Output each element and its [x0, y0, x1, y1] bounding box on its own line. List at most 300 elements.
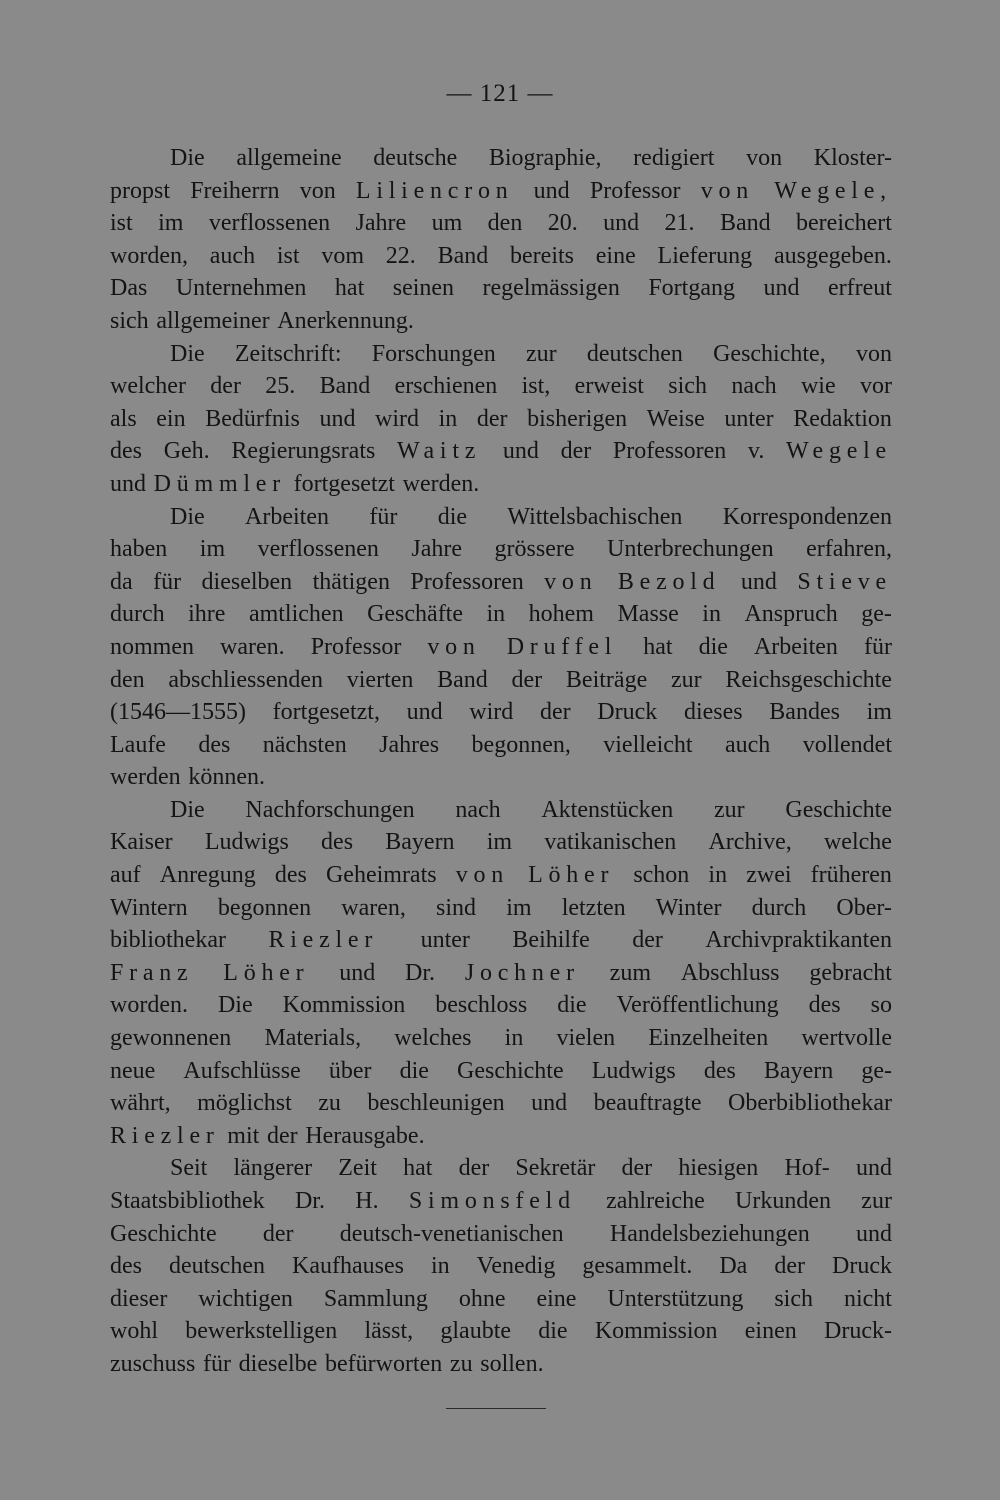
word: allgemeine [236, 145, 342, 171]
word: unter [420, 927, 470, 954]
word: in [504, 1025, 524, 1052]
word: hat [403, 1155, 433, 1182]
spaced-name: Riezler [110, 1122, 220, 1149]
word: Laufe [110, 731, 166, 758]
word: wie [800, 373, 836, 400]
text-line [110, 761, 892, 794]
word: vatikanischen [544, 829, 677, 856]
word: bibliothekar [110, 927, 226, 954]
word: Nachforschungen [245, 796, 415, 823]
word: Die [170, 340, 205, 367]
page-number: — 121 — [446, 80, 554, 107]
word: mit [227, 1122, 260, 1149]
word: und [502, 438, 539, 465]
text-line [110, 1315, 892, 1348]
word: beauftragte [593, 1090, 702, 1117]
spaced-name: Druffel [506, 633, 618, 660]
word: Weise [646, 405, 705, 432]
word: der [266, 1122, 298, 1149]
text-line [110, 1022, 892, 1055]
word: zahlreiche [606, 1188, 705, 1214]
word: Winter [655, 894, 722, 921]
word: ihre [188, 601, 226, 628]
word: der [621, 1155, 653, 1182]
word: auch [209, 242, 256, 269]
word: Professor [589, 177, 681, 204]
word: hat [643, 633, 673, 660]
word: und [740, 568, 777, 595]
text-line [110, 989, 892, 1022]
word: zuschuss [110, 1350, 196, 1377]
word: hohem [528, 601, 594, 628]
word: abschliessenden [168, 666, 324, 693]
word: verflossenen [208, 210, 331, 237]
word: dieselben [201, 568, 293, 595]
word: nach [731, 373, 777, 400]
word: Archive, [708, 829, 792, 856]
text-line [110, 435, 892, 468]
word: Kaufhauses [292, 1253, 404, 1280]
spaced-name: von [700, 177, 755, 204]
word: nächsten [262, 731, 347, 758]
spaced-name: Wegele [786, 438, 892, 465]
word: im [199, 536, 226, 563]
text-line [110, 272, 892, 305]
word: Bedürfnis [205, 405, 300, 432]
word: ausgegeben. [773, 242, 892, 269]
word: Dr. [405, 959, 436, 986]
word: regelmässigen [482, 275, 620, 302]
word: hat [334, 275, 365, 302]
word: des [110, 438, 142, 465]
word: Seit [170, 1155, 208, 1182]
word: thätigen [312, 568, 390, 595]
word: lässt, [364, 1318, 414, 1345]
word: bewerkstelligen [185, 1318, 338, 1345]
text-line [110, 1185, 892, 1218]
word: v. [747, 438, 765, 465]
word: Die [217, 992, 253, 1019]
word: Wittelsbachischen [507, 503, 683, 530]
word: vielen [556, 1025, 616, 1052]
word: 25. [265, 373, 296, 400]
word: beschloss [435, 992, 528, 1019]
word: werden. [402, 470, 480, 497]
text-line [110, 566, 892, 599]
word: auch [724, 731, 771, 758]
word: der [210, 373, 241, 400]
text-line [110, 631, 892, 664]
word: welcher [110, 373, 186, 400]
word: dieselbe [238, 1350, 318, 1377]
text-line [110, 1250, 892, 1283]
word: und [856, 1220, 892, 1247]
word: verflossenen [257, 536, 379, 563]
word: und [855, 1155, 892, 1182]
word: Forschungen [371, 340, 496, 367]
word: Geh. [163, 438, 210, 465]
word: durch [110, 601, 165, 628]
word: Band [719, 210, 771, 237]
word: Wintern [110, 894, 188, 921]
text-line [110, 1152, 892, 1185]
word: der [262, 1220, 294, 1247]
paragraph [110, 338, 892, 501]
text-line [110, 794, 892, 827]
word: Masse [617, 601, 679, 628]
word: grössere [494, 536, 575, 563]
word: Geschichte, [713, 340, 826, 367]
word: glaubte [440, 1318, 512, 1345]
word: propst [110, 177, 170, 204]
word: sich [774, 1285, 813, 1312]
word: Professoren [410, 568, 524, 595]
word: zur [670, 666, 702, 693]
word: ist [110, 210, 133, 237]
word: eine [595, 242, 636, 269]
word: Kommission [594, 1318, 718, 1345]
word: gesammelt. [582, 1253, 693, 1280]
word: Geschichte [457, 1057, 564, 1084]
word: allgemeiner [156, 307, 270, 334]
word: dieser [110, 1285, 168, 1312]
word: Veröffentlichung [616, 992, 779, 1019]
word: Ludwigs [591, 1057, 676, 1084]
word: nach [455, 796, 501, 823]
text-line [110, 305, 892, 338]
word: deutsch-venetianischen [339, 1220, 564, 1247]
word: vielleicht [603, 731, 693, 758]
word: zur [714, 796, 745, 823]
word: des [198, 731, 231, 758]
word: gebracht [809, 959, 892, 986]
word: Bayern [763, 1057, 834, 1084]
word: Jahre [411, 536, 463, 563]
word: in [702, 601, 721, 628]
text-line [110, 924, 892, 957]
word: vollendet [802, 731, 892, 758]
spaced-name: Wegele, [774, 177, 892, 204]
word: waren, [341, 894, 406, 921]
text-line [110, 142, 892, 175]
text-line [110, 207, 892, 240]
word: in [708, 862, 728, 889]
word: begonnen, [471, 731, 571, 758]
word: Reichsgeschichte [725, 666, 892, 693]
word: als [110, 405, 137, 432]
word: Fortgang [648, 275, 735, 302]
word: Urkunden [735, 1188, 831, 1214]
word: Sekretär [515, 1155, 596, 1182]
word: werden [110, 764, 181, 791]
word: den [110, 666, 145, 693]
text-line [110, 826, 892, 859]
word: Kaiser [110, 829, 173, 856]
word: um [431, 210, 463, 237]
word: Aufschlüsse [183, 1057, 301, 1084]
text-line [110, 403, 892, 436]
word: über [328, 1057, 372, 1084]
word: die [538, 1318, 568, 1345]
word: Regierungsrats [231, 438, 376, 465]
word: und [339, 959, 376, 986]
word: die [399, 1057, 429, 1084]
word: im [486, 829, 513, 856]
word: Geschäfte [367, 601, 464, 628]
word: Band [437, 666, 488, 693]
word: unter [724, 405, 774, 432]
word: Beiträge [565, 666, 648, 693]
word: in [486, 601, 506, 628]
spaced-name: Liliencron [355, 177, 514, 204]
word: Materials, [264, 1025, 362, 1052]
word: ist [276, 242, 300, 269]
spaced-name: Simonsfeld [408, 1188, 576, 1214]
word: und [531, 1090, 568, 1117]
word: Lieferung [657, 242, 753, 269]
text-line [110, 729, 892, 762]
word: des [110, 1253, 142, 1280]
word: und [603, 210, 640, 237]
word: und [319, 405, 356, 432]
word: deutschen [586, 340, 683, 367]
word: Aktenstücken [541, 796, 674, 823]
paragraph [110, 142, 892, 338]
word: Arbeiten [753, 633, 838, 660]
text-line [110, 957, 892, 990]
word: zu [318, 1090, 341, 1117]
word: fortgesetzt, [272, 699, 380, 726]
paragraph [110, 794, 892, 1153]
word: Redaktion [793, 405, 892, 432]
word: möglichst [197, 1090, 292, 1117]
word: wird [375, 405, 420, 432]
word: Anspruch [744, 601, 838, 628]
word: Das [110, 275, 148, 302]
word: waren. [220, 633, 285, 660]
word: können. [188, 764, 265, 791]
text-line [110, 1283, 892, 1316]
word: worden. [110, 992, 188, 1019]
spaced-name: Dümmler [153, 470, 286, 497]
word: der [511, 666, 543, 693]
word: wichtigen [198, 1285, 293, 1312]
word: Anregung [159, 862, 256, 889]
word: der [774, 1253, 805, 1280]
word: fortgesetzt [293, 470, 395, 497]
word: hiesigen [678, 1155, 759, 1182]
word: Druck- [824, 1318, 892, 1345]
word: neue [110, 1057, 156, 1084]
word: bereits [510, 242, 574, 269]
word: der [458, 1155, 490, 1182]
word: vom [321, 242, 364, 269]
word: befürworten [324, 1350, 443, 1377]
word: Hof- [784, 1155, 830, 1182]
word: letzten [561, 894, 626, 921]
word: und [763, 275, 800, 302]
word: Band [319, 373, 371, 400]
word: Kommission [282, 992, 406, 1019]
text-line [110, 370, 892, 403]
word: Biographie, [488, 145, 602, 171]
word: gewonnenen [110, 1025, 232, 1052]
word: ohne [458, 1285, 506, 1312]
spaced-name: Bezold [617, 568, 721, 595]
word: in [430, 1253, 450, 1280]
end-rule [446, 1408, 546, 1409]
word: dieses [683, 699, 743, 726]
word: sind [436, 894, 477, 921]
word: Archivpraktikanten [705, 927, 892, 954]
text-line [110, 338, 892, 371]
word: von [746, 145, 783, 171]
word: Freiherrn [190, 177, 280, 204]
word: 20. [547, 210, 578, 237]
text-line [110, 696, 892, 729]
word: Unterbrechungen [606, 536, 774, 563]
word: der [476, 405, 508, 432]
word: 21. [664, 210, 695, 237]
word: Dr. [294, 1188, 325, 1214]
word: Kloster- [813, 145, 892, 171]
word: von [299, 177, 336, 204]
word: sich [668, 373, 707, 400]
word: Ludwigs [204, 829, 289, 856]
word: begonnen [217, 894, 312, 921]
word: Druck [832, 1253, 892, 1280]
word: nicht [843, 1285, 892, 1312]
word: wird [469, 699, 514, 726]
word: zur [525, 340, 557, 367]
text-line [110, 1087, 892, 1120]
spaced-name: Riezler [268, 927, 379, 954]
word: H. [355, 1188, 379, 1214]
word: der [632, 927, 663, 954]
word: des [703, 1057, 736, 1084]
word: beschleunigen [367, 1090, 505, 1117]
word: im [158, 210, 184, 237]
word: vor [859, 373, 892, 400]
word: im [866, 699, 892, 726]
word: längerer [233, 1155, 313, 1182]
word: erfahren, [806, 536, 892, 563]
word: für [203, 1350, 231, 1377]
word: Band [437, 242, 489, 269]
text-line [110, 533, 892, 566]
word: Ober- [836, 894, 892, 921]
word: und [406, 699, 443, 726]
word: zu [449, 1350, 473, 1377]
word: Bayern [385, 829, 455, 856]
word: 22. [385, 242, 416, 269]
text-line [110, 501, 892, 534]
word: Professoren [612, 438, 727, 465]
word: für [153, 568, 182, 595]
body-text [110, 142, 892, 1381]
word: so [870, 992, 892, 1019]
word: eine [536, 1285, 577, 1312]
word: welche [823, 829, 892, 856]
word: Handelsbeziehungen [609, 1220, 810, 1247]
word: Die [170, 796, 205, 823]
word: wertvolle [801, 1025, 892, 1052]
text-line [110, 175, 892, 208]
text-line [110, 1348, 892, 1381]
word: bisherigen [527, 405, 628, 432]
word: des [321, 829, 354, 856]
word: ist, [521, 373, 551, 400]
word: Korrespondenzen [722, 503, 892, 530]
spaced-name: Jochner [464, 959, 580, 986]
word: und [110, 470, 146, 497]
word: vierten [346, 666, 414, 693]
text-line [110, 664, 892, 697]
word: Bandes [769, 699, 840, 726]
text-line [110, 240, 892, 273]
word: Geheimrats [325, 862, 437, 889]
word: Geschichte [785, 796, 892, 823]
word: durch [751, 894, 807, 921]
word: erfreut [827, 275, 892, 302]
word: Sammlung [323, 1285, 428, 1312]
word: redigiert [633, 145, 715, 171]
word: Professor [310, 633, 402, 660]
word: Staatsbibliothek [110, 1188, 265, 1214]
spaced-name: von [455, 862, 509, 889]
word: haben [110, 536, 168, 563]
word: Jahre [355, 210, 407, 237]
word: für [369, 503, 398, 530]
word: sich [110, 307, 149, 334]
word: Geschichte [110, 1220, 217, 1247]
word: Unternehmen [175, 275, 307, 302]
word: die [557, 992, 587, 1019]
word: schon [633, 862, 690, 889]
spaced-name: Löher [528, 862, 615, 889]
word: und [533, 177, 570, 204]
text-line [110, 1218, 892, 1251]
word: Beihilfe [512, 927, 590, 954]
word: ein [156, 405, 186, 432]
text-line [110, 859, 892, 892]
word: Druck [597, 699, 658, 726]
word: (1546—1555) [110, 699, 246, 726]
word: Zeit [338, 1155, 377, 1182]
word: seinen [392, 275, 455, 302]
word: amtlichen [248, 601, 344, 628]
word: bereichert [796, 210, 892, 237]
word: für [863, 633, 892, 660]
word: Die [170, 503, 205, 530]
spaced-name: von [544, 568, 598, 595]
text-line [110, 468, 892, 501]
word: deutschen [169, 1253, 265, 1280]
word: nommen [110, 633, 194, 660]
word: früheren [810, 862, 892, 889]
paragraph [110, 1152, 892, 1380]
word: Abschluss [680, 959, 780, 986]
word: Oberbibliothekar [728, 1090, 892, 1117]
spaced-name: von [427, 633, 481, 660]
word: ge- [861, 1057, 892, 1084]
word: Die [170, 145, 205, 171]
word: im [506, 894, 532, 921]
word: deutsche [373, 145, 458, 171]
word: zur [861, 1188, 892, 1214]
word: Da [719, 1253, 748, 1280]
word: zum [609, 959, 651, 986]
